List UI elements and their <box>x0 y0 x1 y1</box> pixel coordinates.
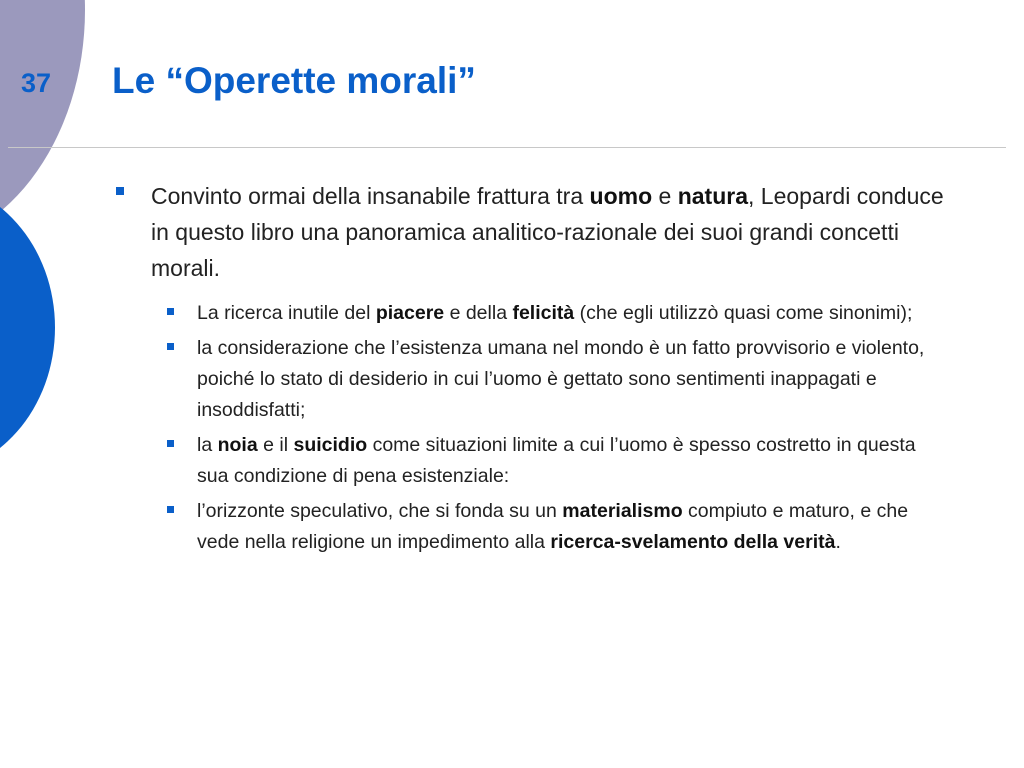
title-divider <box>8 147 1006 148</box>
slide-title: Le “Operette morali” <box>112 60 476 101</box>
slide-number: 37 <box>20 68 52 98</box>
sub-bullet-item <box>164 333 947 426</box>
sub-bullet-text: la noia e il suicidio come situazioni limite a cui l’uomo è spesso costretto in questa sua condizione di pena esistenziale: <box>197 434 916 487</box>
sub-bullet-item <box>164 430 947 492</box>
square-bullet-icon <box>167 506 174 513</box>
main-bullet-text: Convinto ormai della insanabile frattura tra uomo e natura, Leopardi conduce in questo libro una panoramica analitico-razionale dei suoi grandi concetti morali. <box>151 183 944 281</box>
square-bullet-icon <box>167 440 174 447</box>
sub-bullet-text: l’orizzonte speculativo, che si fonda su un materialismo compiuto e maturo, e che vede nella religione un impedimento alla ricerca-svelamento della verità. <box>197 500 909 553</box>
square-bullet-icon <box>167 343 174 350</box>
square-bullet-icon <box>167 308 174 315</box>
sub-bullet-item <box>164 298 947 329</box>
sub-bullet-item <box>164 496 947 558</box>
slide-content <box>114 178 944 562</box>
main-bullet <box>114 178 944 286</box>
square-bullet-icon <box>116 187 124 195</box>
decorative-blue-circle <box>0 180 55 475</box>
sub-bullet-text: La ricerca inutile del piacere e della felicità (che egli utilizzò quasi come sinonimi); <box>197 302 913 324</box>
sub-bullet-text: la considerazione che l’esistenza umana nel mondo è un fatto provvisorio e violento, poiché lo stato di desiderio in cui l’uomo è gettato sono sentimenti inappagati e insoddisfatti; <box>197 337 925 421</box>
sub-bullet-list <box>114 298 944 558</box>
decorative-gray-circle <box>0 0 85 250</box>
